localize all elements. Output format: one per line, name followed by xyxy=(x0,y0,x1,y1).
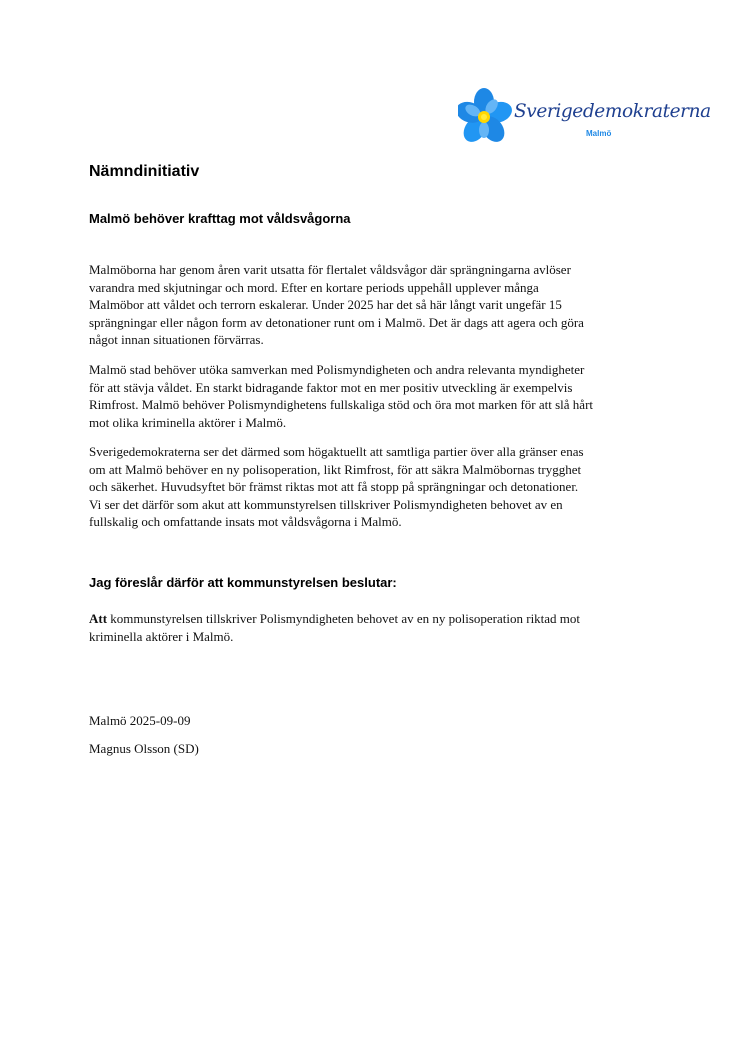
party-logo xyxy=(458,86,711,148)
text-line: något innan situationen förvärras. xyxy=(89,332,264,347)
text-line: mot olika kriminella aktörer i Malmö. xyxy=(89,414,287,430)
logo-party-name: Sverigedemokraterna xyxy=(514,101,711,122)
proposal-heading: Jag föreslår därför att kommunstyrelsen beslutar: xyxy=(89,575,397,590)
text-line: Sverigedemokraterna ser det därmed som högaktuellt att samtliga partier över alla gränser enas xyxy=(89,444,584,459)
document-title: Malmö behöver krafttag mot våldsvågorna xyxy=(89,211,351,226)
proposal-lead: Att xyxy=(89,611,108,626)
text-line: om att Malmö behöver en ny polisoperation, likt Rimfrost, för att säkra Malmöbornas trygghet xyxy=(89,461,582,477)
proposal-line-2: kriminella aktörer i Malmö. xyxy=(89,628,234,644)
logo-city: Malmö xyxy=(586,129,612,138)
text-line: fullskalig och omfattande insats mot våldsvågorna i Malmö. xyxy=(89,514,402,529)
paragraph-2 xyxy=(89,361,669,431)
text-line: Vi ser det därför som akut att kommunstyrelsen tillskriver Polismyndigheten behovet av en xyxy=(89,496,563,512)
paragraph-1 xyxy=(89,261,669,349)
text-line: och säkerhet. Huvudsyftet bör främst riktas mot att få stopp på sprängningar och detonationer. xyxy=(89,479,579,494)
text-line: Malmö stad behöver utöka samverkan med Polismyndigheten och andra relevanta myndigheter xyxy=(89,362,585,377)
text-line: Rimfrost. Malmö behöver Polismyndighetens fullskaliga stöd och öra mot marken för att slå hårt xyxy=(89,397,594,412)
text-line: för att stävja våldet. En starkt bidragande faktor mot en mer positiv utveckling är exempelvis xyxy=(89,379,573,395)
text-line: Malmöborna har genom åren varit utsatta för flertalet våldsvågor där sprängningarna avlöser xyxy=(89,262,571,277)
document-type-heading: Nämndinitiativ xyxy=(89,163,200,180)
paragraph-3 xyxy=(89,443,669,531)
proposal-line-1: kommunstyrelsen tillskriver Polismyndigheten behovet av en ny polisoperation riktad mot xyxy=(107,611,581,626)
place-date: Malmö 2025-09-09 xyxy=(89,713,191,728)
text-line xyxy=(89,610,669,628)
text-line: Malmöbor att våldet och terrorn eskalerar. Under 2025 har det så här långt varit ungefär 15 xyxy=(89,297,562,312)
text-line: sprängningar eller någon form av detonationer runt om i Malmö. Det är dags att agera och göra xyxy=(89,314,584,330)
text-line: varandra med skjutningar och mord. Efter en kortare periods uppehåll upplever många xyxy=(89,279,539,295)
blue-anemone-flower-icon xyxy=(458,86,514,148)
signature: Magnus Olsson (SD) xyxy=(89,741,199,756)
proposal-text xyxy=(89,610,669,645)
